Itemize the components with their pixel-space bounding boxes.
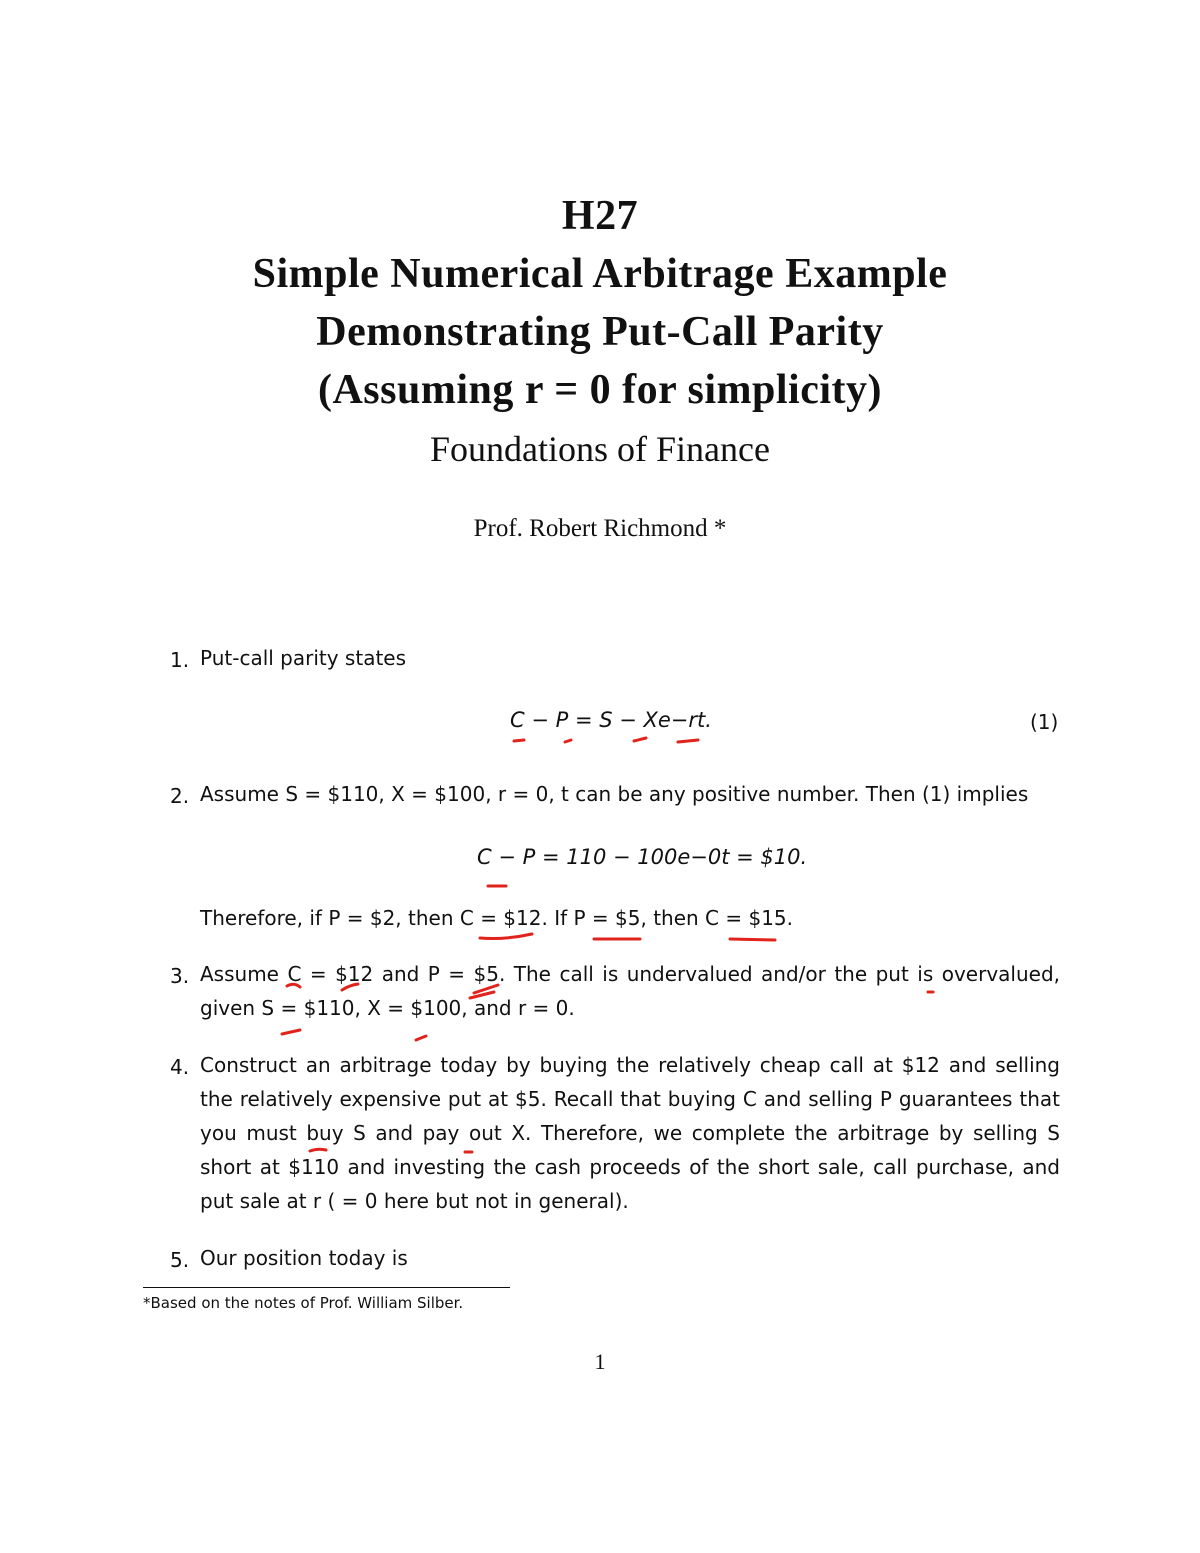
item-2-equation: C − P = 110 − 100e−0t = $10. [477, 845, 808, 869]
annotation-mark [565, 740, 571, 742]
page-number: 1 [594, 1349, 606, 1374]
annotation-mark [342, 984, 358, 990]
annotation-mark [678, 740, 698, 742]
item-4-number: 4. [170, 1055, 190, 1079]
equation-label: (1) [1030, 710, 1059, 734]
title-line-2: Demonstrating Put-Call Parity [316, 309, 884, 355]
title-line-1: Simple Numerical Arbitrage Example [252, 251, 948, 297]
footnote: *Based on the notes of Prof. William Silber. [143, 1294, 464, 1312]
document-code: H27 [561, 193, 639, 239]
annotation-mark [480, 934, 532, 939]
item-2-number: 2. [170, 784, 190, 808]
item-1-number: 1. [170, 648, 190, 672]
item-3-number: 3. [170, 964, 190, 988]
item-3-text: Assume C = $12 and P = $5. The call is undervalued and/or the put is overvalued, given S = $110, X = $100, and r = 0. [200, 962, 1060, 1020]
annotation-mark [416, 1036, 426, 1040]
item-5-number: 5. [170, 1248, 190, 1272]
annotation-mark [634, 738, 646, 741]
item-4-text: Construct an arbitrage today by buying the relatively cheap call at $12 and selling the relatively expensive put at $5. Recall that buying C and selling P guarantees that you must buy S and pay out X. Therefore, we complete the arbitrage by selling S short at $110 and investing the cash proceeds of the short sale, call purchase, and put sale at r ( = 0 here but not in general). [200, 1053, 1060, 1213]
annotation-mark [730, 939, 775, 940]
title-line-3: (Assuming r = 0 for simplicity) [317, 367, 883, 413]
annotation-mark [310, 1149, 326, 1151]
item-1-text: Put-call parity states [200, 646, 407, 670]
item-2-text: Assume S = $110, X = $100, r = 0, t can be any positive number. Then (1) implies [200, 782, 1029, 806]
annotation-mark [287, 984, 300, 987]
annotation-mark [282, 1030, 300, 1034]
course-name: Foundations of Finance [430, 429, 770, 469]
author: Prof. Robert Richmond * [473, 515, 727, 542]
item-5-text: Our position today is [200, 1246, 408, 1270]
item-1-equation: C − P = S − Xe−rt. [510, 708, 712, 732]
annotation-mark [514, 740, 524, 741]
item-2-followup: Therefore, if P = $2, then C = $12. If P = $5, then C = $15. [200, 906, 794, 930]
